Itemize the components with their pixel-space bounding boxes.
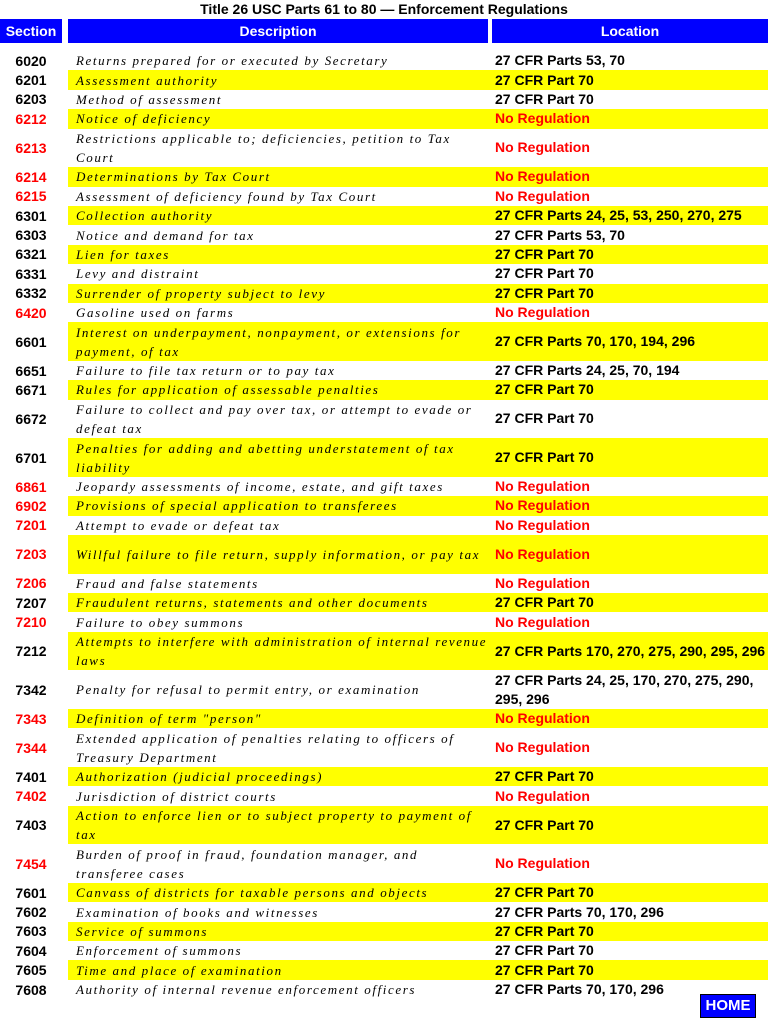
regulation-location: 27 CFR Part 70 bbox=[495, 245, 594, 262]
section-description: Determinations by Tax Court bbox=[76, 169, 271, 185]
section-description: Failure to file tax return or to pay tax bbox=[76, 363, 336, 379]
table-row bbox=[0, 206, 768, 225]
section-number[interactable]: 6303 bbox=[15, 227, 47, 244]
section-description: Returns prepared for or executed by Secretary bbox=[76, 53, 389, 69]
section-number[interactable]: 6331 bbox=[15, 265, 47, 282]
section-description: Service of summons bbox=[76, 923, 209, 939]
section-number[interactable]: 7212 bbox=[15, 643, 47, 660]
regulation-location: No Regulation bbox=[495, 787, 590, 804]
table-row bbox=[0, 496, 768, 515]
section-number[interactable]: 7454 bbox=[15, 855, 47, 872]
section-number[interactable]: 7344 bbox=[15, 739, 47, 756]
table-row bbox=[0, 612, 768, 631]
section-description: Penalty for refusal to permit entry, or examination bbox=[76, 682, 420, 698]
table-row bbox=[0, 767, 768, 786]
table-row bbox=[0, 70, 768, 89]
section-number[interactable]: 7210 bbox=[15, 614, 47, 631]
regulation-location: No Regulation bbox=[495, 110, 590, 127]
regulation-location: 27 CFR Parts 170, 270, 275, 290, 295, 296 bbox=[495, 642, 766, 659]
table-row bbox=[0, 728, 768, 767]
table-row bbox=[0, 225, 768, 244]
table-row bbox=[0, 400, 768, 439]
page-title: Title 26 USC Parts 61 to 80 — Enforcement Regulations bbox=[200, 1, 568, 17]
section-description: Attempt to evade or defeat tax bbox=[76, 517, 281, 533]
table-row bbox=[0, 438, 768, 477]
section-description: Attempts to interfere with administration of internal revenue laws bbox=[76, 634, 488, 669]
section-number[interactable]: 6420 bbox=[15, 304, 47, 321]
section-number[interactable]: 6212 bbox=[15, 110, 47, 127]
regulation-location: 27 CFR Parts 24, 25, 53, 250, 270, 275 bbox=[495, 207, 742, 224]
regulation-location: 27 CFR Parts 53, 70 bbox=[495, 52, 625, 69]
regulation-location: 27 CFR Part 70 bbox=[495, 449, 594, 466]
table-row bbox=[0, 516, 768, 535]
table-row bbox=[0, 574, 768, 593]
section-description: Jeopardy assessments of income, estate, and gift taxes bbox=[76, 479, 444, 495]
section-number[interactable]: 6203 bbox=[15, 91, 47, 108]
regulation-location: 27 CFR Part 70 bbox=[495, 884, 594, 901]
section-number[interactable]: 6215 bbox=[15, 188, 47, 205]
section-number[interactable]: 7608 bbox=[15, 981, 47, 998]
section-number[interactable]: 6861 bbox=[15, 478, 47, 495]
regulation-location: No Regulation bbox=[495, 478, 590, 495]
regulation-location: No Regulation bbox=[495, 855, 590, 872]
section-description: Failure to collect and pay over tax, or attempt to evade or defeat tax bbox=[76, 401, 473, 436]
regulation-location: 27 CFR Parts 53, 70 bbox=[495, 226, 625, 243]
regulation-location: 27 CFR Part 70 bbox=[495, 942, 594, 959]
table-row bbox=[0, 786, 768, 805]
section-description: Interest on underpayment, nonpayment, or extensions for payment, of tax bbox=[76, 324, 462, 359]
regulation-location: No Regulation bbox=[495, 187, 590, 204]
section-number[interactable]: 7603 bbox=[15, 923, 47, 940]
table-row bbox=[0, 922, 768, 941]
table-row bbox=[0, 980, 768, 999]
regulation-location: 27 CFR Parts 24, 25, 70, 194 bbox=[495, 362, 680, 379]
section-description: Fraud and false statements bbox=[76, 575, 259, 591]
section-number[interactable]: 7342 bbox=[15, 681, 47, 698]
section-description: Failure to obey summons bbox=[76, 614, 245, 630]
table-row bbox=[0, 51, 768, 70]
section-number[interactable]: 6701 bbox=[15, 449, 47, 466]
section-description: Willful failure to file return, supply information, or pay tax bbox=[76, 546, 481, 562]
section-description: Lien for taxes bbox=[76, 246, 170, 262]
table-row bbox=[0, 90, 768, 109]
section-number[interactable]: 7401 bbox=[15, 768, 47, 785]
table-row bbox=[0, 941, 768, 960]
table-row bbox=[0, 535, 768, 574]
regulation-location: No Regulation bbox=[495, 710, 590, 727]
regulation-location: 27 CFR Parts 70, 170, 296 bbox=[495, 981, 664, 998]
regulation-location: 27 CFR Parts 24, 25, 170, 270, 275, 290, 295, 296 bbox=[495, 671, 754, 707]
home-button[interactable]: HOME bbox=[700, 994, 756, 1018]
table-row bbox=[0, 806, 768, 845]
table-row bbox=[0, 670, 768, 709]
section-description: Levy and distraint bbox=[76, 266, 200, 282]
section-number[interactable]: 6902 bbox=[15, 497, 47, 514]
section-description: Examination of books and witnesses bbox=[76, 904, 319, 920]
section-description: Action to enforce lien or to subject property to payment of tax bbox=[76, 808, 472, 843]
section-number[interactable]: 7402 bbox=[15, 788, 47, 805]
section-number[interactable]: 7207 bbox=[15, 594, 47, 611]
section-description: Rules for application of assessable penalties bbox=[76, 382, 380, 398]
table-row bbox=[0, 844, 768, 883]
section-number[interactable]: 7201 bbox=[15, 517, 47, 534]
regulation-location: 27 CFR Part 70 bbox=[495, 922, 594, 939]
section-number[interactable]: 6671 bbox=[15, 381, 47, 398]
regulation-location: No Regulation bbox=[495, 497, 590, 514]
table-row bbox=[0, 709, 768, 728]
section-description: Definition of term "person" bbox=[76, 711, 262, 727]
regulation-location: 27 CFR Part 70 bbox=[495, 381, 594, 398]
location-column-header: Location bbox=[492, 19, 768, 43]
section-description: Penalties for adding and abetting understatement of tax liability bbox=[76, 440, 455, 475]
section-description: Notice and demand for tax bbox=[76, 227, 255, 243]
regulation-location: 27 CFR Part 70 bbox=[495, 594, 594, 611]
section-number[interactable]: 6651 bbox=[15, 362, 47, 379]
section-number[interactable]: 7604 bbox=[15, 942, 47, 959]
regulation-location: No Regulation bbox=[495, 516, 590, 533]
section-description: Enforcement of summons bbox=[76, 943, 243, 959]
section-number[interactable]: 6020 bbox=[15, 52, 47, 69]
regulation-location: 27 CFR Part 70 bbox=[495, 961, 594, 978]
table-row bbox=[0, 593, 768, 612]
regulation-location: No Regulation bbox=[495, 574, 590, 591]
section-description: Restrictions applicable to; deficiencies, petition to Tax Court bbox=[76, 130, 451, 165]
section-description: Assessment of deficiency found by Tax Court bbox=[76, 188, 377, 204]
section-number[interactable]: 6201 bbox=[15, 72, 47, 89]
section-number[interactable]: 6332 bbox=[15, 285, 47, 302]
regulation-location: No Regulation bbox=[495, 739, 590, 756]
regulation-location: No Regulation bbox=[495, 304, 590, 321]
regulation-location: 27 CFR Part 70 bbox=[495, 284, 594, 301]
regulations-table bbox=[0, 51, 768, 999]
regulation-location: 27 CFR Part 70 bbox=[495, 410, 594, 427]
section-number[interactable]: 7601 bbox=[15, 884, 47, 901]
section-description: Surrender of property subject to levy bbox=[76, 285, 326, 301]
section-description: Burden of proof in fraud, foundation manager, and transferee cases bbox=[76, 846, 419, 881]
table-row bbox=[0, 960, 768, 979]
section-number[interactable]: 6214 bbox=[15, 168, 47, 185]
section-number[interactable]: 7605 bbox=[15, 962, 47, 979]
section-description: Collection authority bbox=[76, 208, 214, 224]
table-row bbox=[0, 187, 768, 206]
regulation-location: No Regulation bbox=[495, 139, 590, 156]
table-row bbox=[0, 167, 768, 186]
section-number[interactable]: 7602 bbox=[15, 904, 47, 920]
section-description: Canvass of districts for taxable persons and objects bbox=[76, 885, 429, 901]
regulation-location: No Regulation bbox=[495, 168, 590, 185]
table-row bbox=[0, 129, 768, 168]
regulation-location: No Regulation bbox=[495, 613, 590, 630]
table-row bbox=[0, 361, 768, 380]
section-number[interactable]: 7203 bbox=[15, 546, 47, 563]
regulation-location: 27 CFR Part 70 bbox=[495, 71, 594, 88]
table-row bbox=[0, 902, 768, 921]
table-row bbox=[0, 322, 768, 361]
table-row bbox=[0, 380, 768, 399]
regulation-location: 27 CFR Part 70 bbox=[495, 816, 594, 833]
table-row bbox=[0, 284, 768, 303]
regulation-location: 27 CFR Parts 70, 170, 296 bbox=[495, 903, 664, 920]
section-number[interactable]: 6321 bbox=[15, 246, 47, 263]
description-column-header: Description bbox=[68, 19, 488, 43]
table-row bbox=[0, 109, 768, 128]
section-description: Method of assessment bbox=[76, 91, 223, 107]
table-row bbox=[0, 883, 768, 902]
section-column-header: Section bbox=[0, 19, 62, 43]
section-number[interactable]: 7343 bbox=[15, 710, 47, 727]
section-description: Notice of deficiency bbox=[76, 111, 212, 127]
section-description: Assessment authority bbox=[76, 72, 219, 88]
section-number[interactable]: 6301 bbox=[15, 207, 47, 224]
section-description: Jurisdiction of district courts bbox=[76, 788, 277, 804]
section-description: Provisions of special application to transferees bbox=[76, 498, 398, 514]
regulation-location: 27 CFR Part 70 bbox=[495, 90, 594, 107]
section-number[interactable]: 6601 bbox=[15, 333, 47, 350]
table-row bbox=[0, 632, 768, 671]
table-row bbox=[0, 303, 768, 322]
section-number[interactable]: 6213 bbox=[15, 139, 47, 156]
section-number[interactable]: 6672 bbox=[15, 410, 47, 427]
table-row bbox=[0, 264, 768, 283]
regulation-location: 27 CFR Part 70 bbox=[495, 265, 594, 282]
section-description: Authorization (judicial proceedings) bbox=[76, 769, 324, 785]
section-description: Gasoline used on farms bbox=[76, 305, 235, 321]
section-description: Authority of internal revenue enforcement officers bbox=[76, 982, 417, 998]
section-number[interactable]: 7403 bbox=[15, 817, 47, 834]
section-number[interactable]: 7206 bbox=[15, 575, 47, 592]
section-description: Time and place of examination bbox=[76, 962, 283, 978]
table-row bbox=[0, 245, 768, 264]
regulation-location: 27 CFR Parts 70, 170, 194, 296 bbox=[495, 333, 696, 350]
regulation-location: 27 CFR Part 70 bbox=[495, 768, 594, 785]
table-row bbox=[0, 477, 768, 496]
regulation-location: No Regulation bbox=[495, 545, 590, 562]
section-description: Fraudulent returns, statements and other documents bbox=[76, 595, 429, 611]
section-description: Extended application of penalties relating to officers of Treasury Department bbox=[76, 730, 455, 765]
